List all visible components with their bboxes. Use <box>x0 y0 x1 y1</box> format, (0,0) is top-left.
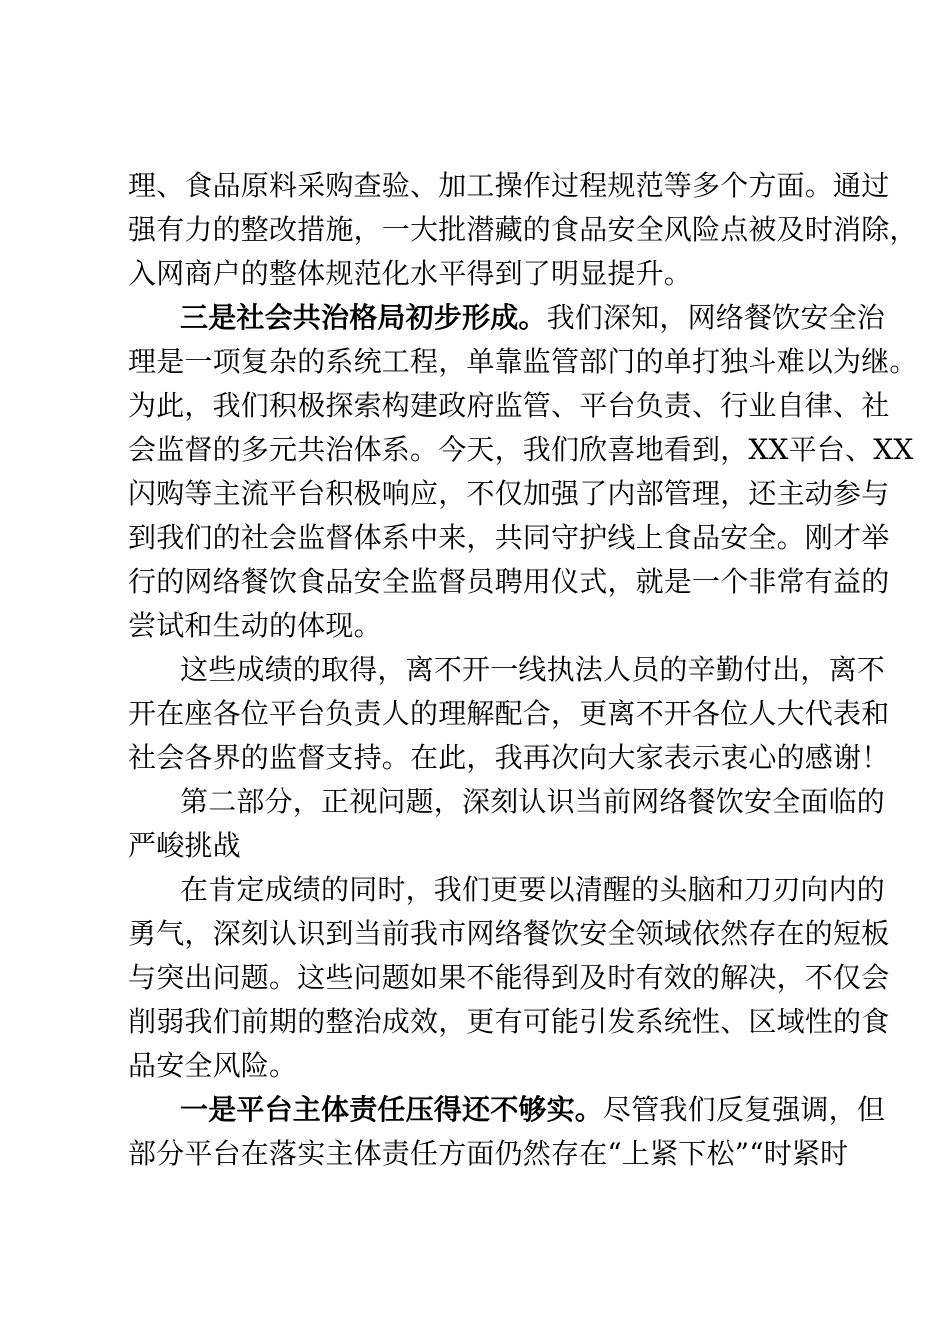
part-two-heading-line: 第二部分，正视问题，深刻认识当前网络餐饮安全面临的 <box>180 785 886 818</box>
text-line: 理、食品原料采购查验、加工操作过程规范等多个方面。通过 <box>128 169 890 202</box>
text-line: 勇气，深刻认识到当前我市网络餐饮安全领域依然存在的短板 <box>128 917 890 950</box>
section-heading-bold: 一是平台主体责任压得还不够实。 <box>180 1093 604 1126</box>
text-line: 强有力的整改措施，一大批潜藏的食品安全风险点被及时消除， <box>128 213 918 246</box>
text-line: 尝试和生动的体现。 <box>128 609 382 642</box>
text-line: 在肯定成绩的同时，我们更要以清醒的头脑和刀刃向内的 <box>180 873 886 906</box>
text-line: 闪购等主流平台积极响应，不仅加强了内部管理，还主动参与 <box>128 477 890 510</box>
text-line: 到我们的社会监督体系中来，共同守护线上食品安全。刚才举 <box>128 521 890 554</box>
text-line: 理是一项复杂的系统工程，单靠监管部门的单打独斗难以为继。 <box>128 345 918 378</box>
part-two-heading-line: 严峻挑战 <box>128 829 241 862</box>
text-run: 尽管我们反复强调，但 <box>603 1093 886 1126</box>
text-line: 入网商户的整体规范化水平得到了明显提升。 <box>128 257 693 290</box>
text-line: 部分平台在落实主体责任方面仍然存在“上紧下松”“时紧时 <box>128 1137 849 1170</box>
text-line: 会监督的多元共治体系。今天，我们欣喜地看到，XX平台、XX <box>128 433 914 466</box>
text-line: 社会各界的监督支持。在此，我再次向大家表示衷心的感谢！ <box>128 741 890 774</box>
section-heading-bold: 三是社会共治格局初步形成。 <box>180 301 547 334</box>
text-run: 我们深知，网络餐饮安全治 <box>546 301 886 334</box>
text-line: 削弱我们前期的整治成效，更有可能引发系统性、区域性的食 <box>128 1005 890 1038</box>
paragraph-three-heading-line <box>180 296 886 340</box>
paragraph-one-heading-line <box>180 1088 886 1132</box>
text-line: 这些成绩的取得，离不开一线执法人员的辛勤付出，离不 <box>180 653 886 686</box>
text-line: 为此，我们积极探索构建政府监管、平台负责、行业自律、社 <box>128 389 890 422</box>
text-line: 行的网络餐饮食品安全监督员聘用仪式，就是一个非常有益的 <box>128 565 890 598</box>
text-line: 开在座各位平台负责人的理解配合，更离不开各位人大代表和 <box>128 697 890 730</box>
text-line: 与突出问题。这些问题如果不能得到及时有效的解决，不仅会 <box>128 961 890 994</box>
text-line: 品安全风险。 <box>128 1049 298 1082</box>
